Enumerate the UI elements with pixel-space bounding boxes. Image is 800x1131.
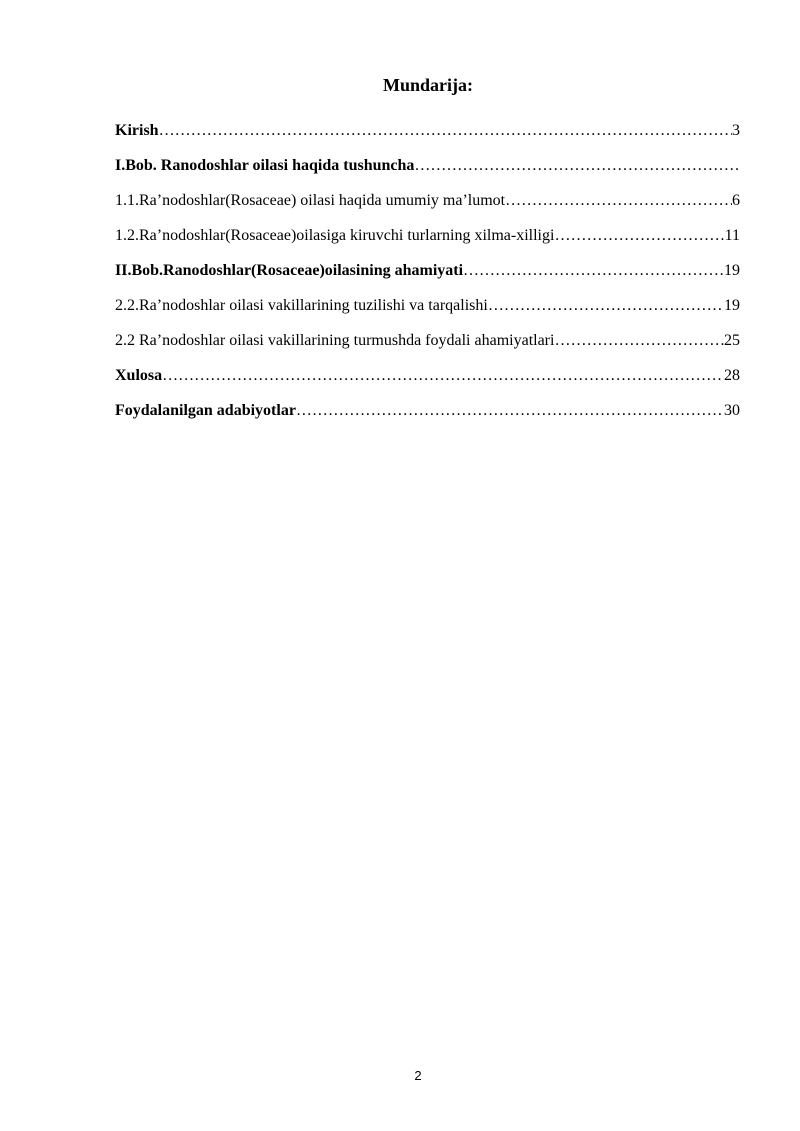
toc-entry-text: 1.1.Ra’nodoshlar(Rosaceae) oilasi haqida umumiy ma’lumot bbox=[115, 192, 506, 209]
toc-entry-page: 30 bbox=[724, 402, 740, 419]
toc-entry-section-2-2a[interactable] bbox=[115, 297, 740, 332]
toc-dot-leader bbox=[162, 367, 724, 385]
toc-dot-leader bbox=[554, 227, 724, 245]
toc-entry-text: 2.2.Ra’nodoshlar oilasi vakillarining tuzilishi va tarqalishi bbox=[115, 297, 488, 314]
toc-entry-text: Kirish bbox=[115, 122, 159, 139]
toc-entry-page: 3 bbox=[732, 122, 740, 139]
toc-entry-section-1-2[interactable] bbox=[115, 227, 740, 262]
toc-dot-leader bbox=[505, 192, 732, 210]
toc-entry-page: 28 bbox=[724, 367, 740, 384]
toc-entry-chapter-1[interactable] bbox=[115, 157, 740, 192]
toc-entry-text: 2.2 Ra’nodoshlar oilasi vakillarining turmushda foydali ahamiyatlari bbox=[115, 332, 555, 349]
toc-entry-page: 6 bbox=[732, 192, 740, 209]
toc-entry-page: 11 bbox=[724, 227, 740, 244]
page-title: Mundarija: bbox=[383, 75, 473, 95]
toc-entry-page: 25 bbox=[724, 332, 740, 349]
toc-entry-page: 19 bbox=[724, 262, 740, 279]
toc-dot-leader bbox=[488, 297, 724, 315]
toc-entry-xulosa[interactable] bbox=[115, 367, 740, 402]
toc-dot-leader bbox=[159, 122, 732, 140]
toc-entry-text: I.Bob. Ranodoshlar oilasi haqida tushuncha bbox=[115, 157, 415, 174]
toc-entry-section-1-1[interactable] bbox=[115, 192, 740, 227]
toc-entry-text: II.Bob.Ranodoshlar(Rosaceae)oilasining ahamiyati bbox=[115, 262, 464, 279]
toc-dot-leader bbox=[414, 157, 740, 175]
toc-entry-section-2-2b[interactable] bbox=[115, 332, 740, 367]
toc-entry-text: 1.2.Ra’nodoshlar(Rosaceae)oilasiga kiruvchi turlarning xilma-xilligi bbox=[115, 227, 555, 244]
toc-dot-leader bbox=[296, 402, 724, 420]
toc-entry-page: 19 bbox=[724, 297, 740, 314]
toc-entry-kirish[interactable] bbox=[115, 122, 740, 157]
toc-dot-leader bbox=[463, 262, 724, 280]
toc-entry-text: Foydalanilgan adabiyotlar bbox=[115, 402, 296, 419]
toc-entry-adabiyotlar[interactable] bbox=[115, 402, 740, 437]
page-number: 2 bbox=[414, 1068, 422, 1083]
toc-dot-leader bbox=[554, 332, 724, 350]
table-of-contents bbox=[115, 122, 740, 437]
toc-entry-text: Xulosa bbox=[115, 367, 163, 384]
toc-entry-chapter-2[interactable] bbox=[115, 262, 740, 297]
